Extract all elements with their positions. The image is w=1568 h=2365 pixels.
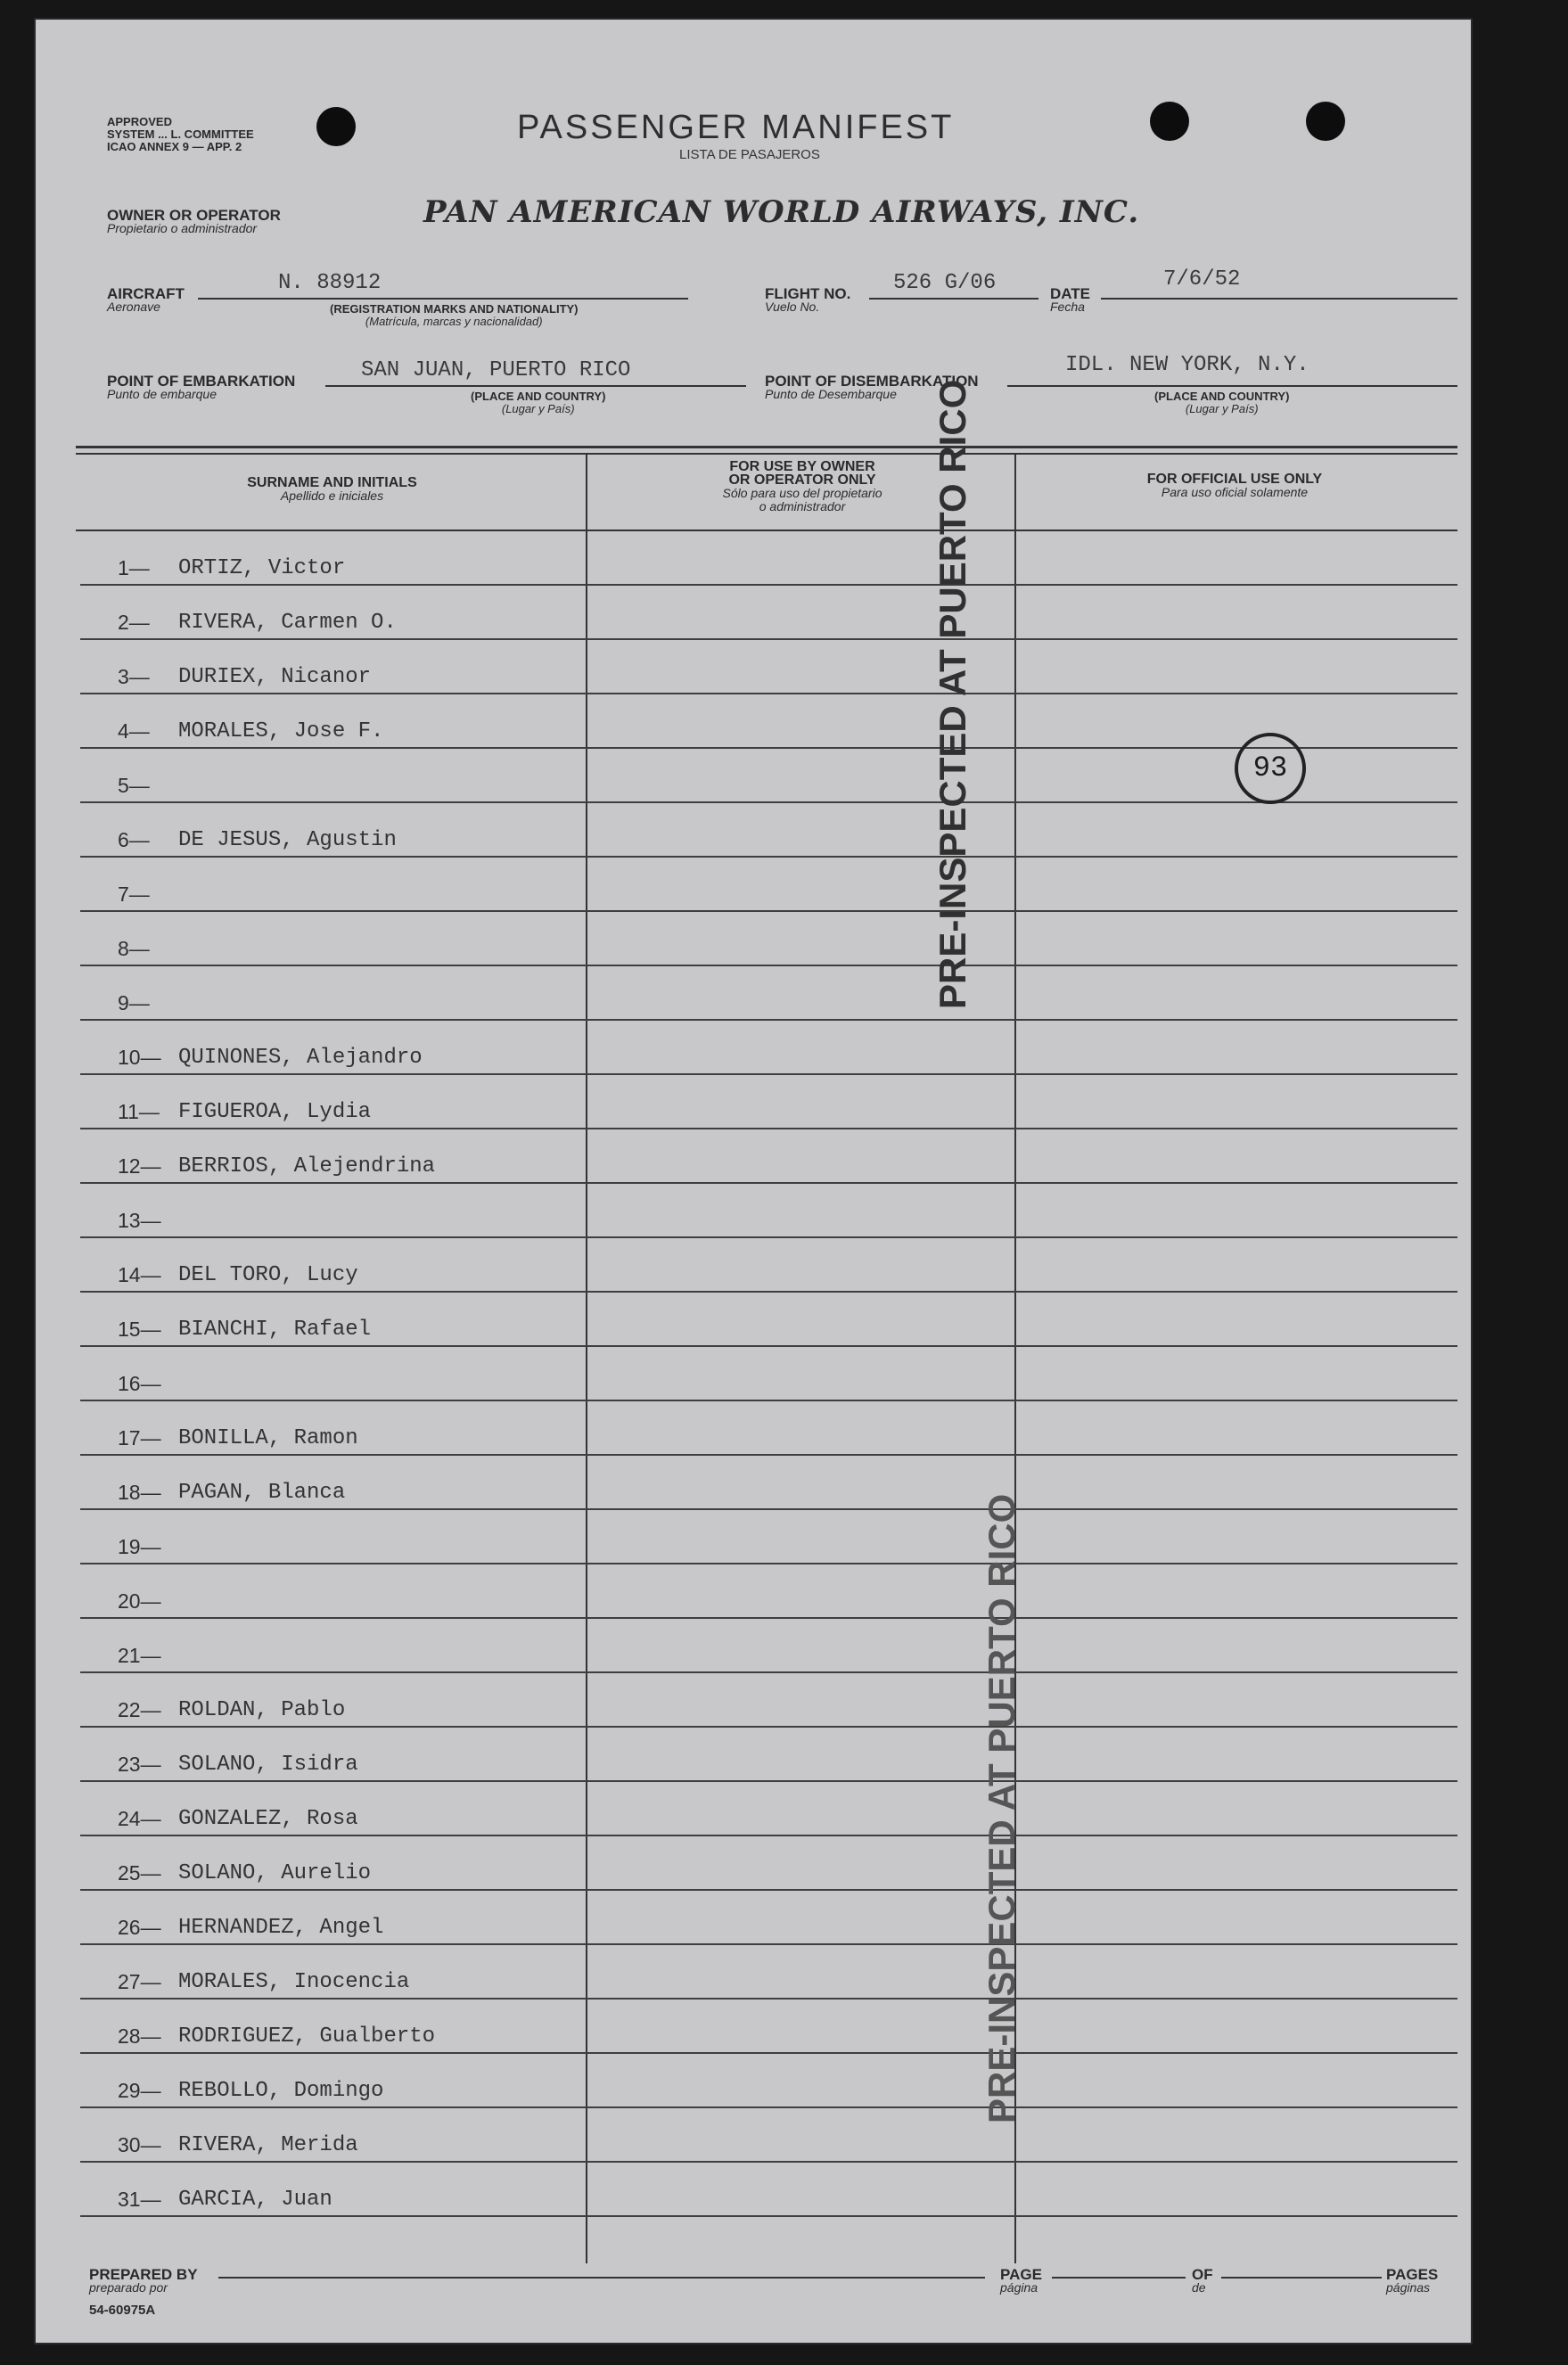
- table-top-rule-2: [76, 453, 1457, 455]
- date-label-en: DATE: [1050, 285, 1091, 302]
- passenger-name: DURIEX, Nicanor: [178, 665, 372, 689]
- row-number: 18—: [118, 1481, 161, 1504]
- passenger-row: [80, 1619, 1457, 1673]
- row-number: 9—: [118, 991, 150, 1014]
- column-header-owner-use-es-2: o administrador: [759, 499, 846, 513]
- passenger-row: [80, 1021, 1457, 1075]
- row-number: 13—: [118, 1209, 161, 1232]
- punch-hole-left: [316, 107, 356, 146]
- row-number: 23—: [118, 1753, 161, 1776]
- passenger-row: [80, 1184, 1457, 1238]
- passenger-row: [80, 2000, 1457, 2054]
- approval-line-1: APPROVED: [107, 115, 172, 128]
- registration-note-en: (REGISTRATION MARKS AND NATIONALITY): [330, 302, 579, 316]
- passenger-name: FIGUEROA, Lydia: [178, 1100, 372, 1124]
- pages-label-en: PAGES: [1386, 2266, 1439, 2283]
- passenger-row: [80, 1728, 1457, 1782]
- passenger-name: SOLANO, Isidra: [178, 1753, 358, 1777]
- row-number: 3—: [118, 665, 150, 688]
- page-label-en: PAGE: [1000, 2266, 1042, 2283]
- airline-name: PAN AMERICAN WORLD AIRWAYS, INC.: [423, 194, 1140, 230]
- flight-label-es: Vuelo No.: [765, 300, 820, 314]
- row-number: 21—: [118, 1644, 161, 1667]
- flight-label-en: FLIGHT NO.: [765, 285, 851, 302]
- page-underline: [1052, 2277, 1186, 2279]
- manifest-sheet: [36, 20, 1471, 2343]
- owner-label: [107, 209, 281, 235]
- embark-note-es: (Lugar y País): [501, 402, 575, 415]
- passenger-row: [80, 1673, 1457, 1728]
- passenger-row: [80, 1891, 1457, 1945]
- circled-number-badge: 93: [1235, 733, 1306, 804]
- page-title: PASSENGER MANIFEST: [517, 109, 955, 146]
- passenger-name: SOLANO, Aurelio: [178, 1861, 372, 1885]
- passenger-row: [80, 1510, 1457, 1564]
- embark-value: SAN JUAN, PUERTO RICO: [361, 358, 631, 382]
- passenger-row: [80, 803, 1457, 858]
- passenger-name: HERNANDEZ, Angel: [178, 1916, 384, 1940]
- column-header-owner-use-1: FOR USE BY OWNER: [729, 459, 875, 474]
- of-label-en: OF: [1192, 2266, 1213, 2283]
- passenger-row: [80, 858, 1457, 912]
- passenger-name: DE JESUS, Agustin: [178, 828, 397, 852]
- of-underline: [1221, 2277, 1382, 2279]
- embark-label-en: POINT OF EMBARKATION: [107, 373, 296, 390]
- passenger-row: [80, 1238, 1457, 1293]
- approval-block: [107, 116, 254, 153]
- row-number: 24—: [118, 1807, 161, 1830]
- row-number: 12—: [118, 1154, 161, 1178]
- passenger-name: REBOLLO, Domingo: [178, 2079, 384, 2103]
- row-number: 11—: [118, 1100, 160, 1123]
- disembark-note-en: (PLACE AND COUNTRY): [1154, 390, 1290, 403]
- passenger-row: [80, 531, 1457, 586]
- passenger-row: [80, 1782, 1457, 1836]
- row-number: 8—: [118, 937, 150, 960]
- date-label: [1050, 287, 1090, 314]
- passenger-name: RODRIGUEZ, Gualberto: [178, 2024, 436, 2049]
- punch-hole-right-1: [1150, 102, 1189, 141]
- disembark-note: [1154, 390, 1289, 415]
- aircraft-value: N. 88912: [278, 271, 382, 295]
- passenger-name: ROLDAN, Pablo: [178, 1698, 346, 1722]
- date-value: 7/6/52: [1163, 267, 1241, 292]
- passenger-name: ORTIZ, Victor: [178, 556, 346, 580]
- table-top-rule-1: [76, 446, 1457, 448]
- column-header-surname-es: Apellido e iniciales: [280, 489, 384, 503]
- registration-note: [330, 303, 579, 328]
- passenger-name: BONILLA, Ramon: [178, 1426, 358, 1450]
- passenger-name: RIVERA, Carmen O.: [178, 611, 397, 635]
- pages-label-es: páginas: [1386, 2280, 1431, 2295]
- flight-value: 526 G/06: [893, 271, 997, 295]
- date-underline: [1101, 298, 1457, 300]
- passenger-row: [80, 2163, 1457, 2217]
- passenger-row: [80, 2054, 1457, 2108]
- of-label-es: de: [1192, 2280, 1206, 2295]
- row-number: 10—: [118, 1046, 161, 1069]
- prepared-by-label: [89, 2268, 198, 2295]
- row-number: 29—: [118, 2079, 161, 2102]
- approval-line-2: SYSTEM ... L. COMMITTEE: [107, 127, 254, 141]
- row-number: 31—: [118, 2188, 161, 2211]
- passenger-name: BERRIOS, Alejendrina: [178, 1154, 436, 1178]
- flight-label: [765, 287, 850, 314]
- embark-note: [471, 390, 605, 415]
- column-header-owner-use-es-1: Sólo para uso del propietario: [722, 486, 883, 500]
- row-number: 7—: [118, 883, 150, 906]
- passenger-row: [80, 966, 1457, 1021]
- aircraft-underline: [198, 298, 688, 300]
- passenger-name: MORALES, Jose F.: [178, 719, 384, 743]
- owner-label-en: OWNER OR OPERATOR: [107, 207, 281, 224]
- aircraft-label-en: AIRCRAFT: [107, 285, 185, 302]
- punch-hole-right-2: [1306, 102, 1345, 141]
- embark-label: [107, 374, 295, 401]
- aircraft-label-es: Aeronave: [107, 300, 160, 314]
- row-number: 28—: [118, 2024, 161, 2048]
- passenger-row: [80, 640, 1457, 694]
- passenger-row: [80, 2108, 1457, 2163]
- column-header-owner-use-2: OR OPERATOR ONLY: [728, 472, 876, 488]
- date-label-es: Fecha: [1050, 300, 1085, 314]
- column-header-official-en: FOR OFFICIAL USE ONLY: [1146, 472, 1323, 487]
- pre-inspected-stamp-lower: PRE-INSPECTED AT PUERTO RICO: [981, 1493, 1022, 2123]
- disembark-label-en: POINT OF DISEMBARKATION: [765, 373, 979, 390]
- passenger-name: RIVERA, Merida: [178, 2133, 358, 2157]
- column-header-surname-en: SURNAME AND INITIALS: [247, 475, 417, 490]
- passenger-name: PAGAN, Blanca: [178, 1481, 346, 1505]
- passenger-row: [80, 1347, 1457, 1401]
- disembark-value: IDL. NEW YORK, N.Y.: [1065, 353, 1309, 377]
- embark-note-en: (PLACE AND COUNTRY): [471, 390, 606, 403]
- passenger-row: [80, 1129, 1457, 1184]
- row-number: 22—: [118, 1698, 161, 1721]
- passenger-row: [80, 1401, 1457, 1456]
- row-number: 16—: [118, 1372, 161, 1395]
- row-number: 4—: [118, 719, 150, 743]
- passenger-name: MORALES, Inocencia: [178, 1970, 410, 1994]
- passenger-name: QUINONES, Alejandro: [178, 1046, 423, 1070]
- pages-label: [1386, 2268, 1438, 2295]
- passenger-row: [80, 1564, 1457, 1619]
- passenger-name: DEL TORO, Lucy: [178, 1263, 358, 1287]
- prepared-by-label-en: PREPARED BY: [89, 2266, 198, 2283]
- form-code: 54-60975A: [89, 2303, 156, 2318]
- row-number: 1—: [118, 556, 150, 579]
- row-number: 25—: [118, 1861, 161, 1885]
- row-number: 6—: [118, 828, 150, 851]
- passenger-row: [80, 1456, 1457, 1510]
- passenger-row: [80, 1075, 1457, 1129]
- row-number: 20—: [118, 1589, 161, 1613]
- row-number: 19—: [118, 1535, 161, 1558]
- page-label-es: página: [1000, 2280, 1038, 2295]
- disembark-label-es: Punto de Desembarque: [765, 387, 897, 401]
- passenger-row: [80, 912, 1457, 966]
- row-number: 30—: [118, 2133, 161, 2156]
- passenger-name: GONZALEZ, Rosa: [178, 1807, 358, 1831]
- embark-label-es: Punto de embarque: [107, 387, 217, 401]
- row-number: 2—: [118, 611, 150, 634]
- passenger-name: BIANCHI, Rafael: [178, 1318, 372, 1342]
- page-label: [1000, 2268, 1042, 2295]
- owner-label-es: Propietario o administrador: [107, 221, 258, 235]
- disembark-note-es: (Lugar y País): [1185, 402, 1259, 415]
- row-number: 5—: [118, 774, 150, 797]
- passenger-row: [80, 1836, 1457, 1891]
- passenger-row: [80, 1293, 1457, 1347]
- row-number: 27—: [118, 1970, 161, 1993]
- approval-line-3: ICAO ANNEX 9 — APP. 2: [107, 140, 242, 153]
- disembark-underline: [1007, 385, 1457, 387]
- passenger-name: GARCIA, Juan: [178, 2188, 332, 2212]
- registration-note-es: (Matrícula, marcas y nacionalidad): [365, 315, 543, 328]
- column-header-official: [1021, 472, 1449, 499]
- embark-underline: [325, 385, 746, 387]
- column-header-official-es: Para uso oficial solamente: [1161, 485, 1309, 499]
- page-subtitle: LISTA DE PASAJEROS: [679, 147, 820, 162]
- row-number: 26—: [118, 1916, 161, 1939]
- column-header-surname: [89, 476, 575, 503]
- prepared-by-underline: [218, 2277, 985, 2279]
- prepared-by-label-es: preparado por: [89, 2280, 168, 2295]
- passenger-row: [80, 1945, 1457, 2000]
- of-label: [1192, 2268, 1213, 2295]
- passenger-row: [80, 586, 1457, 640]
- row-number: 14—: [118, 1263, 161, 1286]
- row-number: 17—: [118, 1426, 161, 1449]
- aircraft-label: [107, 287, 185, 314]
- row-number: 15—: [118, 1318, 161, 1341]
- flight-underline: [869, 298, 1038, 300]
- pre-inspected-stamp-upper: PRE-INSPECTED AT PUERTO RICO: [932, 379, 973, 1009]
